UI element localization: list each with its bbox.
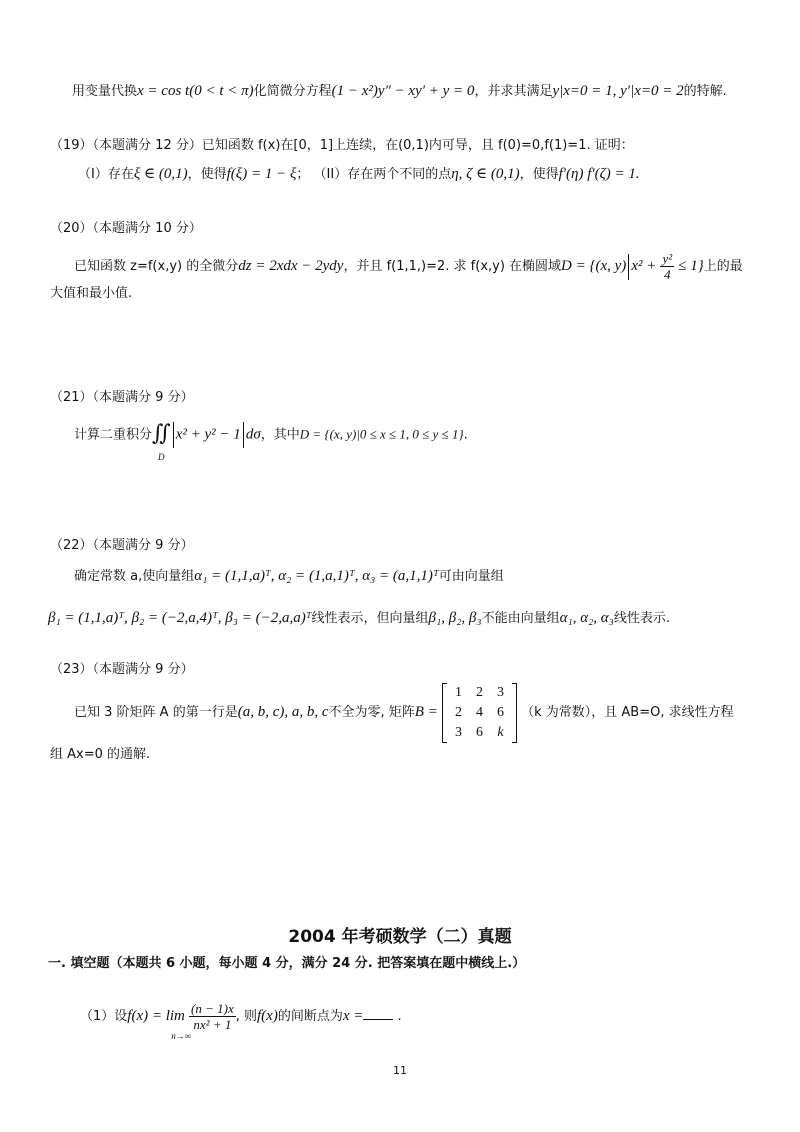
q23-matrix-label: B =	[414, 704, 438, 720]
q21-end: .	[463, 427, 468, 443]
q18-text-1: 用变量代换	[72, 84, 138, 99]
q21-header: （21）（本题满分 9 分）	[50, 390, 194, 405]
matrix-cell: 3	[454, 724, 462, 740]
q19-part2-formula: η, ζ ∈ (0,1)	[451, 166, 520, 182]
q21-integral-wrap	[152, 418, 171, 462]
q23-line1	[74, 682, 734, 743]
q19-part1-end: ；	[296, 167, 310, 182]
q18-formula-substitution: x = cos t(0 < t < π)	[137, 83, 254, 99]
q20-text-1: 已知函数 z=f(x,y) 的全微分	[74, 259, 239, 274]
q21-text-2: ，其中	[260, 427, 300, 443]
q1-frac-den: nx² + 1	[193, 1017, 232, 1032]
q1-lim-sub: n→∞	[171, 1031, 192, 1041]
q23-matrix-table	[448, 683, 511, 743]
q1-lim-wrap	[127, 996, 192, 1041]
q19-part2-mid: ，使得	[519, 167, 559, 182]
q21-line	[74, 418, 468, 462]
q22-alpha-vectors: α₁ = (1,1,a)ᵀ, α₂ = (1,a,1)ᵀ, α₃ = (a,1,1)ᵀ	[194, 568, 439, 584]
q22-alpha-set: α₁, α₂, α₃	[559, 610, 614, 626]
matrix-cell: 6	[475, 724, 483, 740]
q18-formula-initial: y|x=0 = 1, y′|x=0 = 2	[552, 83, 684, 99]
matrix-cell: k	[497, 724, 504, 740]
matrix-cell: 3	[496, 684, 504, 700]
matrix-cell: 4	[475, 704, 483, 720]
matrix-row	[448, 703, 511, 723]
q1-answer-blank[interactable]	[363, 1007, 393, 1020]
q1-line	[80, 996, 402, 1041]
q22-beta-set: β₁, β₂, β₃	[428, 610, 482, 626]
q20-header: （20）（本题满分 10 分）	[50, 221, 202, 236]
q18-tail-line	[72, 81, 727, 102]
q22-header: （22）（本题满分 9 分）	[50, 538, 194, 553]
q19-part2-label: （II）存在两个不同的点	[313, 167, 452, 182]
q20-line1	[74, 250, 743, 283]
q23-first-row: (a, b, c), a, b, c	[237, 704, 329, 720]
q20-frac-den: 4	[664, 267, 671, 282]
q22-text-3: 线性表示，但向量组	[311, 611, 429, 626]
q21-integral-sub: D	[158, 452, 165, 462]
q23-line2: 组 Ax=0 的通解.	[50, 747, 151, 762]
q22-text-5: 线性表示.	[613, 611, 671, 626]
q1-formula-fx: f(x)	[257, 1008, 278, 1024]
q21-dsigma: dσ	[245, 426, 261, 443]
q22-line2	[48, 608, 670, 629]
q21-abs-left	[173, 422, 174, 448]
q1-fraction	[189, 1001, 236, 1032]
q1-frac-num: (n − 1)x	[191, 1001, 234, 1016]
q20-line2: 大值和最小值.	[50, 286, 133, 301]
matrix-cell: 2	[454, 704, 462, 720]
q1-label: （1）设	[80, 1009, 128, 1024]
matrix-row	[448, 723, 511, 743]
matrix-row	[448, 683, 511, 703]
page-number: 11	[393, 1064, 407, 1077]
q23-header: （23）（本题满分 9 分）	[50, 662, 194, 677]
q21-abs-right	[243, 422, 244, 448]
q21-integral-sign: ∬	[152, 420, 171, 445]
q18-text-4: 的特解.	[683, 84, 727, 99]
q23-text-3: （k 为常数），且 AB=O, 求线性方程	[521, 705, 734, 720]
q22-beta-vectors: β₁ = (1,1,a)ᵀ, β₂ = (−2,a,4)ᵀ, β₃ = (−2,a,a)ᵀ	[48, 610, 312, 626]
q20-domain-bar	[628, 254, 629, 280]
q18-text-3: ，并求其满足	[474, 84, 553, 99]
q1-text-3: 的间断点为	[277, 1009, 343, 1024]
q19-header: （19）（本题满分 12 分）已知函数 f(x)在[0，1]上连续，在(0,1)内可导，且 f(0)=0,f(1)=1. 证明：	[50, 138, 634, 153]
q23-text-1: 已知 3 阶矩阵 A 的第一行是	[74, 705, 238, 720]
q20-formula-domain-c: ≤ 1}	[678, 258, 704, 274]
part1-heading: 一. 填空题（本题共 6 小题，每小题 4 分，满分 24 分. 把答案填在题中横线上.）	[48, 956, 526, 971]
q1-formula-x: x =	[342, 1008, 364, 1024]
q23-matrix-b	[442, 683, 517, 743]
section-title: 2004 年考硕数学（二）真题	[288, 927, 512, 947]
q22-text-2: 可由向量组	[438, 569, 504, 584]
q18-text-2: 化简微分方程	[253, 84, 332, 99]
matrix-cell: 6	[496, 704, 504, 720]
q20-text-2: ，并且 f(1,1,)=2. 求 f(x,y) 在椭圆域	[343, 259, 562, 274]
matrix-cell: 1	[454, 684, 462, 700]
q21-integrand: x² + y² − 1	[175, 426, 241, 443]
q22-text-1: 确定常数 a,使向量组	[74, 569, 195, 584]
q18-formula-ode: (1 − x²)y″ − xy′ + y = 0	[331, 83, 475, 99]
q19-part2-formula2: f′(η) f′(ζ) = 1.	[558, 166, 640, 182]
q20-text-3: 上的最	[703, 259, 743, 274]
q1-text-2: , 则	[235, 1009, 257, 1024]
q20-formula-domain-b: x² +	[631, 258, 657, 274]
q20-frac-num: y²	[662, 251, 673, 266]
q1-end: .	[397, 1009, 402, 1024]
matrix-cell: 2	[475, 684, 483, 700]
q20-formula-dz: dz = 2xdx − 2ydy	[238, 258, 344, 274]
q19-part1-label: （I）存在	[78, 167, 134, 182]
q20-formula-domain-a: D = {(x, y)	[561, 258, 627, 274]
q21-domain: D = {(x, y)|0 ≤ x ≤ 1, 0 ≤ y ≤ 1}	[299, 426, 464, 442]
q21-text-1: 计算二重积分	[74, 427, 153, 443]
q19-parts	[78, 164, 640, 185]
q19-part1-formula2: f(ξ) = 1 − ξ	[226, 166, 297, 182]
q19-part1-mid: ，使得	[187, 167, 227, 182]
q22-text-4: 不能由向量组	[481, 611, 560, 626]
q20-fraction	[660, 251, 674, 282]
q19-part1-formula: ξ ∈ (0,1)	[133, 166, 188, 182]
q23-text-2: 不全为零, 矩阵	[328, 705, 415, 720]
q22-line1	[74, 566, 504, 587]
q1-formula-f: f(x) = lim	[127, 1008, 185, 1024]
